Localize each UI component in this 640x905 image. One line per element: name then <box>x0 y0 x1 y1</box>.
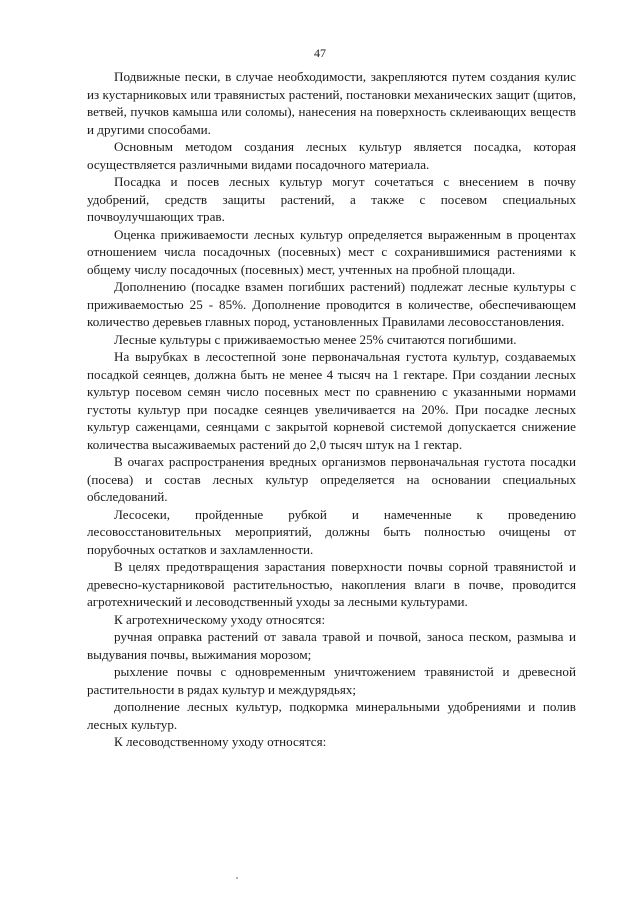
paragraph: На вырубках в лесостепной зоне первоначальная густота культур, создаваемых посадкой сеянцев, должна быть не менее 4 тысяч на 1 гектаре. При создании лесных культур посевом семян число посевных мест по сравнению с указанными нормами густоты культур при посадке сеянцев увеличивается на 20%. При посадке лесных культур саженцами, сеянцами с закрытой корневой системой допускается снижение количества высаживаемых растений до 2,0 тысяч штук на 1 гектар. <box>87 349 576 452</box>
paragraph: Основным методом создания лесных культур является посадка, которая осуществляется различными видами посадочного материала. <box>87 139 576 172</box>
list-item: дополнение лесных культур, подкормка минеральными удобрениями и полив лесных культур. <box>87 699 576 732</box>
paragraph: Лесные культуры с приживаемостью менее 25% считаются погибшими. <box>114 331 517 347</box>
paragraph: Лесосеки, пройденные рубкой и намеченные к проведению лесовосстановительных мероприятий, должны быть полностью очищены от порубочных остатков и захламленности. <box>87 506 576 557</box>
list-item: ручная оправка растений от завала травой и почвой, заноса песком, размыва и выдувания почвы, выжимания морозом; <box>87 629 576 662</box>
paragraph: К агротехническому уходу относятся: <box>114 611 326 627</box>
paragraph: К лесоводственному уходу относятся: <box>114 734 327 749</box>
paragraph: Дополнению (посадке взамен погибших растений) подлежат лесные культуры с приживаемостью 25 - 85%. Дополнение проводится в количестве, обеспечивающем количество деревьев главных пород, установленных Правилами лесовосстановления. <box>87 279 576 329</box>
paragraph: В очагах распространения вредных организмов первоначальная густота посадки (посева) и состав лесных культур определяется на основании специальных обследований. <box>87 454 576 504</box>
paragraph: Подвижные пески, в случае необходимости, закрепляются путем создания кулис из кустарниковых или травянистых растений, постановки механических защит (щитов, ветвей, пучков камыша или соломы), нанесения на поверхность склеивающих веществ и другими способами. <box>87 69 576 137</box>
paragraph: Оценка приживаемости лесных культур определяется выраженным в процентах отношением числа посадочных (посевных) мест с сохранившимися растениями к общему числу посадочных (посевных) мест, учтенных на пробной площади. <box>87 226 576 277</box>
list-item: рыхление почвы с одновременным уничтожением травянистой и древесной растительности в рядах культур и междурядьях; <box>87 664 576 697</box>
paragraph: В целях предотвращения зарастания поверхности почвы сорной травянистой и древесно-кустарниковой растительностью, накопления влаги в почве, проводится агротехнический и лесоводственный уходы за лесными культурами. <box>87 559 576 609</box>
page-number: 47 <box>314 46 326 60</box>
document-body <box>87 68 576 751</box>
scan-speck <box>236 877 238 879</box>
paragraph: Посадка и посев лесных культур могут сочетаться с внесением в почву удобрений, средств защиты растений, а также с посевом специальных почвоулучшающих трав. <box>87 174 576 224</box>
